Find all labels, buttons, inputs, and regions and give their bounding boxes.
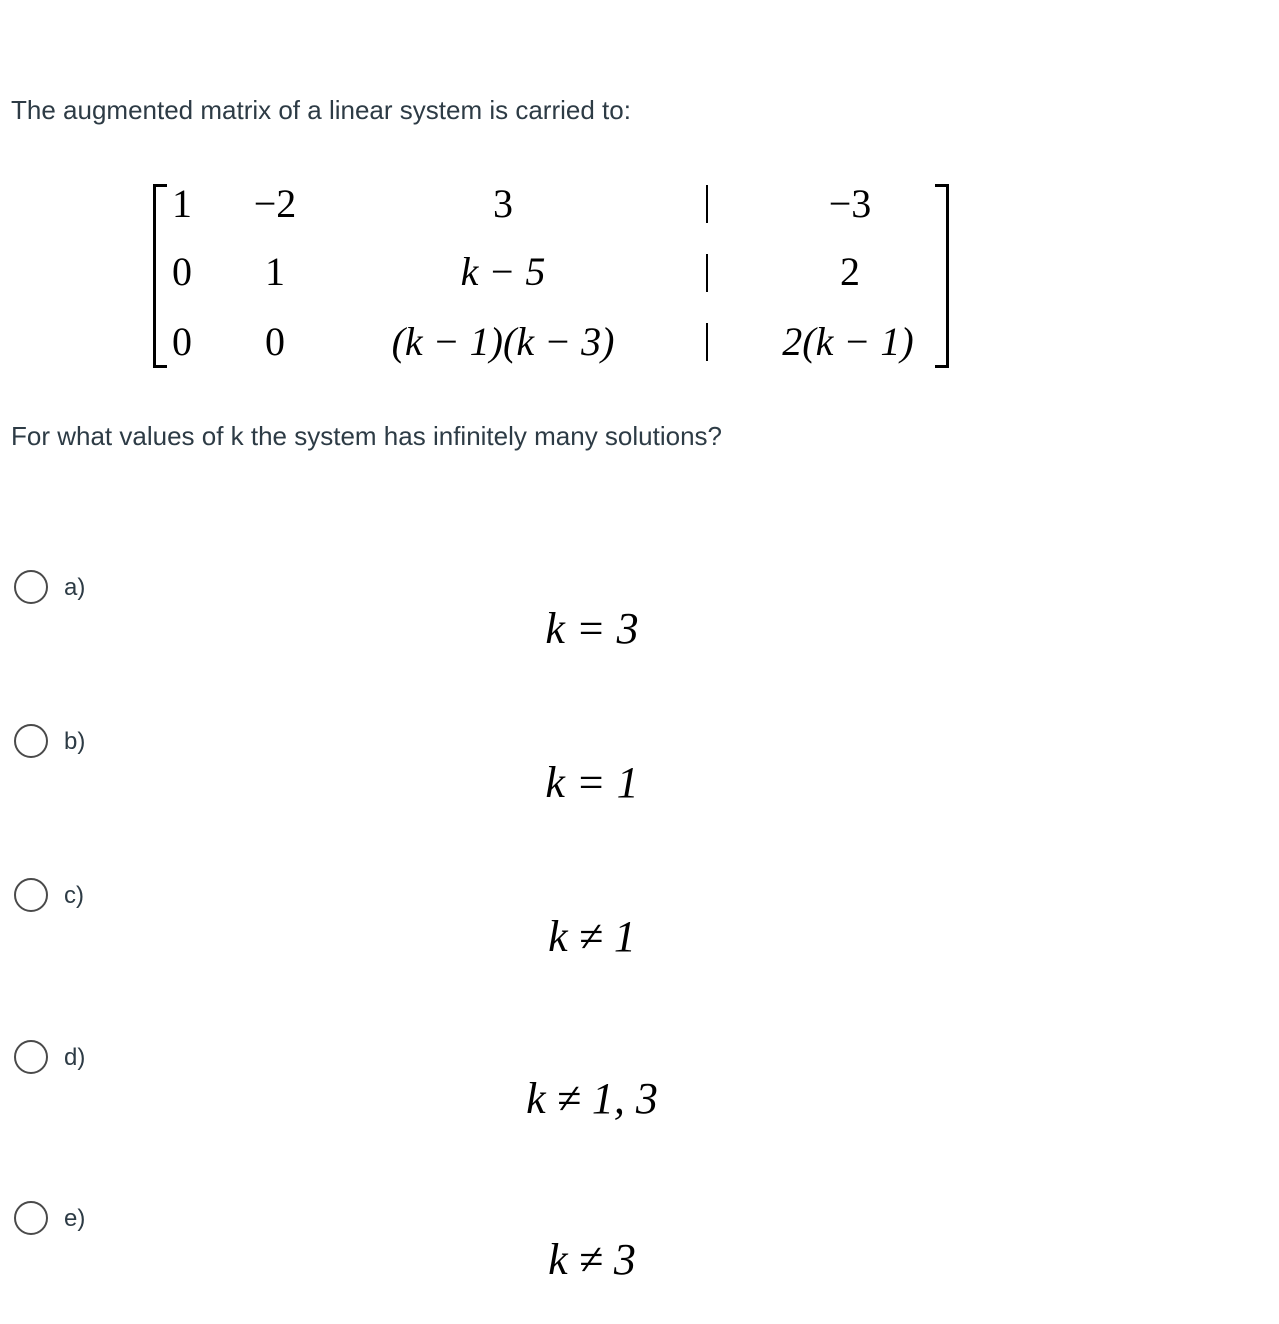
matrix-cell: k − 5 <box>460 249 546 294</box>
question-intro: The augmented matrix of a linear system is carried to: <box>11 95 631 125</box>
answer-option-a[interactable] <box>0 570 1279 690</box>
radio-button-b[interactable] <box>14 724 48 758</box>
answer-option-d[interactable] <box>0 1040 1279 1160</box>
matrix-left-bracket <box>153 184 167 368</box>
radio-button-a[interactable] <box>14 570 48 604</box>
radio-button-e[interactable] <box>14 1201 48 1235</box>
augment-bar <box>706 254 708 292</box>
matrix-cell: 2 <box>840 249 860 294</box>
augment-bar <box>706 323 708 361</box>
matrix-cell: 2(k − 1) <box>782 319 914 364</box>
augmented-matrix <box>150 182 955 370</box>
option-math: k ≠ 3 <box>548 1235 636 1284</box>
answer-option-c[interactable] <box>0 878 1279 998</box>
matrix-cell: 0 <box>172 249 192 294</box>
answer-option-b[interactable] <box>0 724 1279 844</box>
augment-bar <box>706 185 708 223</box>
matrix-cell: 1 <box>265 249 285 294</box>
option-math: k = 3 <box>545 604 639 653</box>
option-letter: c) <box>64 882 84 909</box>
option-letter: a) <box>64 574 86 601</box>
matrix-right-bracket <box>935 184 949 368</box>
matrix-cell: 0 <box>172 319 192 364</box>
question-prompt: For what values of k the system has infinitely many solutions? <box>11 421 722 451</box>
option-math: k ≠ 1, 3 <box>526 1074 658 1123</box>
matrix-cell: −3 <box>828 181 872 226</box>
radio-button-d[interactable] <box>14 1040 48 1074</box>
option-math: k = 1 <box>545 758 639 807</box>
radio-button-c[interactable] <box>14 878 48 912</box>
matrix-cell: 1 <box>172 181 192 226</box>
matrix-cell: 3 <box>493 181 513 226</box>
option-math: k ≠ 1 <box>548 912 636 961</box>
option-letter: b) <box>64 728 86 755</box>
matrix-cell: −2 <box>253 181 297 226</box>
matrix-cell: (k − 1)(k − 3) <box>391 319 615 364</box>
matrix-cell: 0 <box>265 319 285 364</box>
answer-option-e[interactable] <box>0 1201 1279 1321</box>
option-letter: d) <box>64 1044 86 1071</box>
option-letter: e) <box>64 1205 86 1232</box>
